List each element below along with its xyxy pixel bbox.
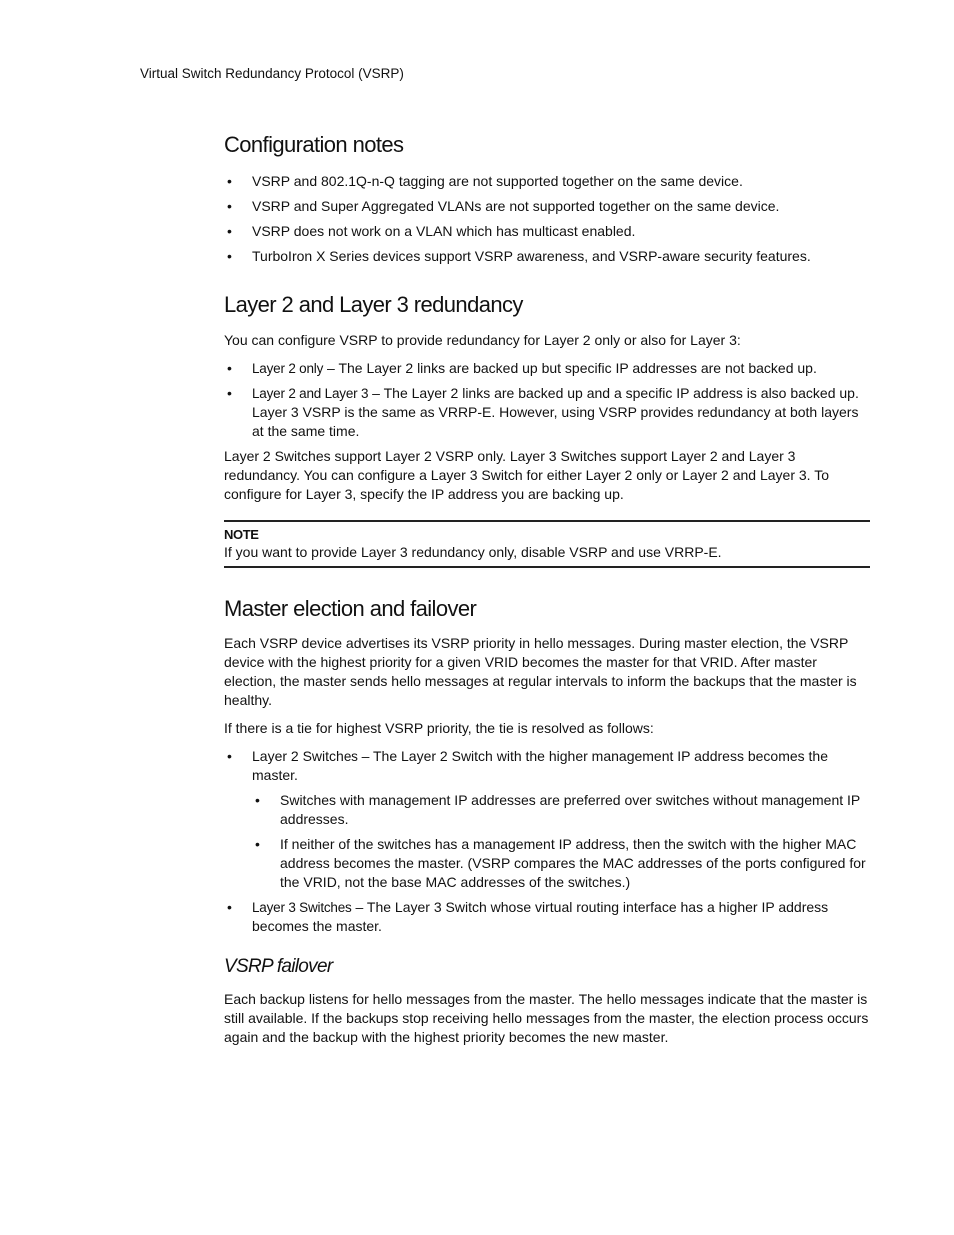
item-text: – The Layer 2 Switch with the higher management IP address becomes the master. bbox=[252, 748, 828, 783]
note-text: If you want to provide Layer 3 redundancy only, disable VSRP and use VRRP-E. bbox=[224, 544, 722, 560]
note-box bbox=[224, 520, 870, 568]
term-part: es bbox=[343, 749, 358, 764]
tie-subrules-list bbox=[252, 791, 870, 892]
list-item: • VSRP does not work on a VLAN which has multicast enabled. bbox=[224, 222, 870, 241]
master-paragraph-2: If there is a tie for highest VSRP priority, the tie is resolved as follows: bbox=[224, 720, 654, 736]
item-text: – The Layer 2 links are backed up and a specific IP address is also backed up. Layer 3 VSRP is the same as VRRP-E. However, using VSRP provides redundancy at both layers at the same time. bbox=[252, 385, 859, 439]
tie-rules-list bbox=[224, 747, 870, 785]
redundancy-intro: You can configure VSRP to provide redundancy for Layer 2 only or also for Layer 3: bbox=[224, 332, 741, 348]
tie-rules-list-continued bbox=[224, 898, 870, 936]
term-layer2-and-layer3: Layer 2 and Layer 3 bbox=[252, 386, 369, 401]
running-header: Virtual Switch Redundancy Protocol (VSRP) bbox=[140, 66, 404, 81]
item-text: – The Layer 2 links are backed up but specific IP addresses are not backed up. bbox=[323, 360, 817, 376]
redundancy-body: Layer 2 Switches support Layer 2 VSRP only. Layer 3 Switches support Layer 2 and Layer 3 redundancy. You can configure a Layer 3 Switch for either Layer 2 only or Layer 2 and Layer 3. To configure for Layer 3, specify the IP address you are backing up. bbox=[224, 448, 829, 502]
term-layer2-switches bbox=[252, 748, 358, 764]
master-heading: Master election and failover bbox=[224, 596, 477, 621]
list-item bbox=[224, 747, 870, 785]
list-item bbox=[224, 384, 870, 441]
sub-list-item: • Switches with management IP addresses are preferred over switches without management IP addresses. bbox=[252, 791, 870, 829]
item-text: – The Layer 3 Switch whose virtual routing interface has a higher IP address becomes the master. bbox=[252, 899, 829, 934]
config-notes-list bbox=[224, 172, 870, 266]
term-layer2-only: Layer 2 only bbox=[252, 361, 324, 376]
term-part: Layer 2 Switch bbox=[252, 748, 344, 764]
list-item: • TurboIron X Series devices support VSRP awareness, and VSRP-aware security features. bbox=[224, 247, 870, 266]
config-notes-heading: Configuration notes bbox=[224, 132, 404, 157]
failover-heading: VSRP failover bbox=[224, 956, 333, 977]
list-item bbox=[224, 898, 870, 936]
term-layer3-switches: Layer 3 Switches bbox=[252, 900, 352, 915]
redundancy-heading: Layer 2 and Layer 3 redundancy bbox=[224, 292, 523, 317]
redundancy-list bbox=[224, 359, 870, 441]
list-item bbox=[224, 359, 870, 378]
master-paragraph-1: Each VSRP device advertises its VSRP priority in hello messages. During master election, the VSRP device with the highest priority for a given VRID becomes the master for that VRID. After master election, the master sends hello messages at regular intervals to inform the backups that the master is healthy. bbox=[224, 635, 857, 708]
list-item: • VSRP and 802.1Q-n-Q tagging are not supported together on the same device. bbox=[224, 172, 870, 191]
list-item: • VSRP and Super Aggregated VLANs are not supported together on the same device. bbox=[224, 197, 870, 216]
sub-list-item: • If neither of the switches has a management IP address, then the switch with the higher MAC address becomes the master. (VSRP compares the MAC addresses of the ports configured for the VRID, not the base MAC addresses of the switches.) bbox=[252, 835, 870, 892]
failover-paragraph: Each backup listens for hello messages from the master. The hello messages indicate that the master is still available. If the backups stop receiving hello messages from the master, the election process occurs again and the backup with the highest priority becomes the new master. bbox=[224, 991, 869, 1045]
note-label: NOTE bbox=[224, 527, 259, 542]
page-content bbox=[224, 132, 870, 1047]
